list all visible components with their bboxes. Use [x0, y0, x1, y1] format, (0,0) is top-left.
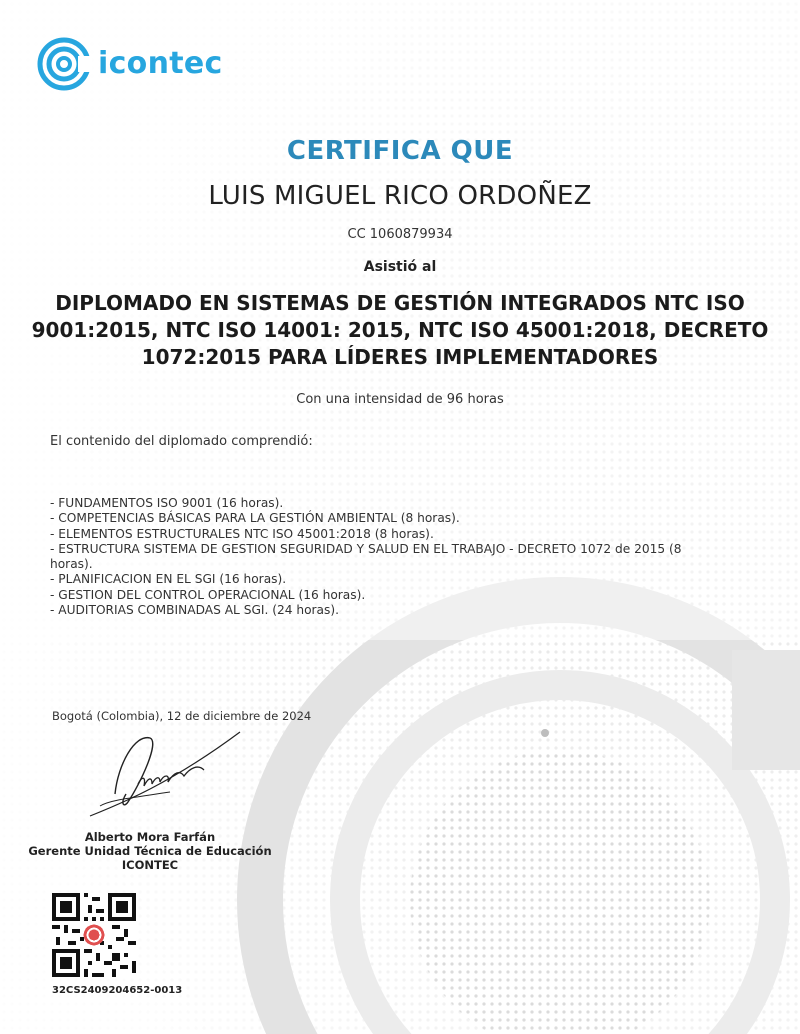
module-item: - ELEMENTOS ESTRUCTURALES NTC ISO 45001:2018 (8 horas). — [50, 526, 434, 541]
course-title — [30, 290, 770, 371]
signer-name: Alberto Mora Farfán — [84, 830, 216, 844]
recipient-name: LUIS MIGUEL RICO ORDOÑEZ — [208, 181, 592, 211]
module-item: - AUDITORIAS COMBINADAS AL SGI. (24 horas). — [50, 603, 340, 618]
certifica-heading: CERTIFICA QUE — [286, 136, 514, 166]
course-title-line: 1072:2015 PARA LÍDERES IMPLEMENTADORES — [141, 345, 659, 369]
module-item: - PLANIFICACION EN EL SGI (16 horas). — [50, 572, 287, 587]
module-item: - COMPETENCIAS BÁSICAS PARA LA GESTIÓN AMBIENTAL (8 horas). — [50, 511, 460, 526]
recipient-id: CC 1060879934 — [347, 227, 453, 242]
signer-title: Gerente Unidad Técnica de Educación ICONTEC — [28, 844, 272, 872]
certificate-code: 32CS2409204652-0013 — [52, 985, 183, 996]
signature-icon — [80, 724, 250, 824]
attended-label: Asistió al — [363, 259, 437, 275]
content-intro: El contenido del diplomado comprendió: — [50, 434, 313, 449]
module-item: - GESTION DEL CONTROL OPERACIONAL (16 horas). — [50, 587, 366, 602]
module-item: - ESTRUCTURA SISTEMA DE GESTION SEGURIDAD Y SALUD EN EL TRABAJO - DECRETO 1072 de 2015 (8 — [50, 541, 682, 556]
signer-block — [0, 830, 300, 872]
module-item: - FUNDAMENTOS ISO 9001 (16 horas). — [50, 496, 284, 510]
icontec-logo — [36, 36, 223, 92]
intensity-text: Con una intensidad de 96 horas — [296, 392, 504, 407]
course-title-line: 9001:2015, NTC ISO 14001: 2015, NTC ISO 45001:2018, DECRETO — [31, 318, 769, 342]
course-title-line: DIPLOMADO EN SISTEMAS DE GESTIÓN INTEGRADOS NTC ISO — [55, 291, 745, 315]
module-item: horas). — [50, 557, 93, 572]
module-list — [50, 496, 750, 618]
icontec-logo-icon — [36, 36, 92, 92]
place-date: Bogotá (Colombia), 12 de diciembre de 2024 — [52, 709, 312, 723]
logo-wordmark: icontec — [98, 46, 223, 81]
qr-code-icon[interactable] — [52, 893, 136, 977]
